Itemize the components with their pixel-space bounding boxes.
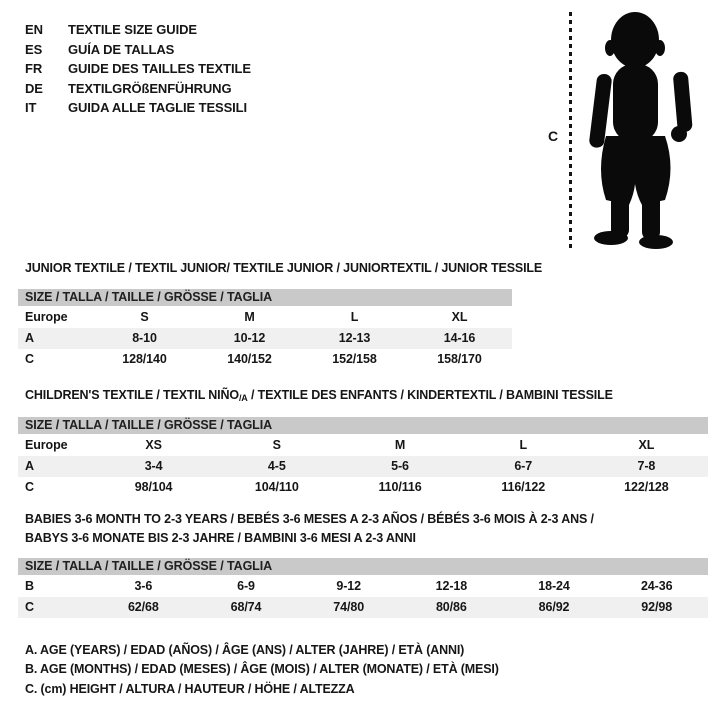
table-cell: L bbox=[350, 310, 359, 324]
table-cell: 6-9 bbox=[237, 579, 255, 593]
language-code: IT bbox=[25, 100, 37, 115]
toddler-silhouette-icon bbox=[584, 8, 704, 252]
guide-title-it: GUIDA ALLE TAGLIE TESSILI bbox=[68, 100, 248, 115]
babies-size-table bbox=[18, 558, 708, 618]
table-cell: 98/104 bbox=[134, 480, 173, 494]
table-cell: 80/86 bbox=[435, 600, 467, 614]
table-cell: XL bbox=[638, 438, 655, 452]
row-label: C bbox=[25, 352, 34, 366]
guide-title-en: TEXTILE SIZE GUIDE bbox=[68, 22, 197, 37]
junior-size-table bbox=[18, 289, 512, 370]
table-row-age-years bbox=[18, 328, 512, 349]
table-cell: 86/92 bbox=[538, 600, 570, 614]
table-row-height-cm bbox=[18, 477, 708, 498]
table-cell: L bbox=[519, 438, 527, 452]
row-label: A bbox=[25, 459, 34, 473]
guide-title-de: TEXTILGRÖßENFÜHRUNG bbox=[68, 80, 232, 96]
row-label: A bbox=[25, 331, 34, 345]
table-cell: 140/152 bbox=[227, 352, 272, 366]
table-cell: 122/128 bbox=[624, 480, 669, 494]
table-cell: 3-4 bbox=[144, 459, 163, 473]
table-row-age-months bbox=[18, 576, 708, 597]
language-row-en bbox=[25, 20, 251, 40]
table-cell: 5-6 bbox=[391, 459, 409, 473]
table-cell: 4-5 bbox=[267, 459, 286, 473]
table-cell: M bbox=[244, 310, 255, 324]
language-row-it bbox=[25, 98, 251, 118]
table-row-europe bbox=[18, 435, 708, 456]
height-measure-label-c: C bbox=[548, 128, 559, 144]
table-cell: 128/140 bbox=[122, 352, 167, 366]
table-cell: M bbox=[394, 438, 406, 452]
children-size-table bbox=[18, 417, 708, 498]
table-cell: 12-18 bbox=[435, 579, 468, 593]
table-cell: S bbox=[272, 438, 281, 452]
table-row-height-cm bbox=[18, 597, 708, 618]
guide-title-fr: GUIDE DES TAILLES TEXTILE bbox=[68, 61, 251, 76]
table-cell: 158/170 bbox=[437, 352, 482, 366]
language-row-es bbox=[25, 40, 251, 60]
language-row-fr bbox=[25, 59, 251, 79]
table-row-height-cm bbox=[18, 349, 512, 370]
table-cell: 3-6 bbox=[134, 579, 153, 593]
row-label: Europe bbox=[25, 310, 68, 324]
table-cell: XL bbox=[451, 310, 468, 324]
table-cell: 116/122 bbox=[501, 480, 546, 494]
table-cell: 68/74 bbox=[230, 600, 262, 614]
table-cell: 24-36 bbox=[640, 579, 673, 593]
table-cell: 6-7 bbox=[514, 459, 533, 473]
size-header-bar: SIZE / TALLA / TAILLE / GRÖSSE / TAGLIA bbox=[18, 558, 708, 575]
size-header-bar: SIZE / TALLA / TAILLE / GRÖSSE / TAGLIA bbox=[18, 289, 512, 306]
guide-title-es: GUÍA DE TALLAS bbox=[68, 41, 175, 57]
children-heading-post: / TEXTILE DES ENFANTS / KINDERTEXTIL / BAMBINI TESSILE bbox=[247, 388, 613, 402]
junior-section-heading: JUNIOR TEXTILE / TEXTIL JUNIOR/ TEXTILE JUNIOR / JUNIORTEXTIL / JUNIOR TESSILE bbox=[25, 261, 543, 275]
table-cell: S bbox=[140, 310, 149, 324]
table-cell: 10-12 bbox=[233, 331, 266, 345]
table-cell: 110/116 bbox=[378, 480, 422, 494]
height-measure-dashed-line bbox=[569, 12, 572, 250]
table-cell: 12-13 bbox=[338, 331, 371, 345]
language-row-de bbox=[25, 79, 251, 99]
table-cell: 9-12 bbox=[336, 579, 361, 593]
children-heading-sub: /A bbox=[238, 393, 248, 403]
table-cell: 104/110 bbox=[254, 480, 299, 494]
children-heading-pre: CHILDREN'S TEXTILE / TEXTIL NIÑO bbox=[25, 388, 239, 402]
table-cell: 8-10 bbox=[132, 331, 157, 345]
children-section-heading bbox=[25, 388, 613, 403]
row-label: Europe bbox=[25, 438, 68, 452]
table-cell: 62/68 bbox=[127, 600, 159, 614]
babies-section-heading bbox=[25, 510, 594, 548]
babies-heading-line2: BABYS 3-6 MONATE BIS 2-3 JAHRE / BAMBINI 3-6 MESI A 2-3 ANNI bbox=[25, 531, 416, 545]
table-cell: XS bbox=[145, 438, 162, 452]
legend-line-a: A. AGE (YEARS) / EDAD (AÑOS) / ÂGE (ANS) / ALTER (JAHRE) / ETÀ (ANNI) bbox=[25, 643, 465, 657]
language-code: FR bbox=[25, 61, 43, 76]
size-header-bar: SIZE / TALLA / TAILLE / GRÖSSE / TAGLIA bbox=[18, 417, 708, 434]
table-cell: 74/80 bbox=[333, 600, 365, 614]
table-cell: 7-8 bbox=[637, 459, 656, 473]
table-cell: 152/158 bbox=[332, 352, 377, 366]
language-code: ES bbox=[25, 41, 43, 57]
table-cell: 92/98 bbox=[641, 600, 673, 614]
measure-legend bbox=[25, 641, 499, 699]
table-row-europe bbox=[18, 307, 512, 328]
babies-heading-line1: BABIES 3-6 MONTH TO 2-3 YEARS / BEBÉS 3-6 MESES A 2-3 AÑOS / BÉBÉS 3-6 MOIS À 2-3 ANS / bbox=[25, 512, 594, 526]
table-cell: 18-24 bbox=[538, 579, 570, 593]
row-label: C bbox=[25, 600, 34, 614]
row-label: B bbox=[25, 579, 34, 593]
legend-line-b: B. AGE (MONTHS) / EDAD (MESES) / ÂGE (MOIS) / ALTER (MONATE) / ETÀ (MESI) bbox=[25, 662, 499, 677]
table-cell: 14-16 bbox=[443, 331, 476, 345]
table-row-age-years bbox=[18, 456, 708, 477]
language-code: EN bbox=[25, 22, 43, 37]
legend-line-c: C. (cm) HEIGHT / ALTURA / HAUTEUR / HÖHE / ALTEZZA bbox=[25, 681, 355, 696]
row-label: C bbox=[25, 480, 34, 494]
language-list bbox=[25, 20, 251, 118]
language-code: DE bbox=[25, 80, 43, 96]
